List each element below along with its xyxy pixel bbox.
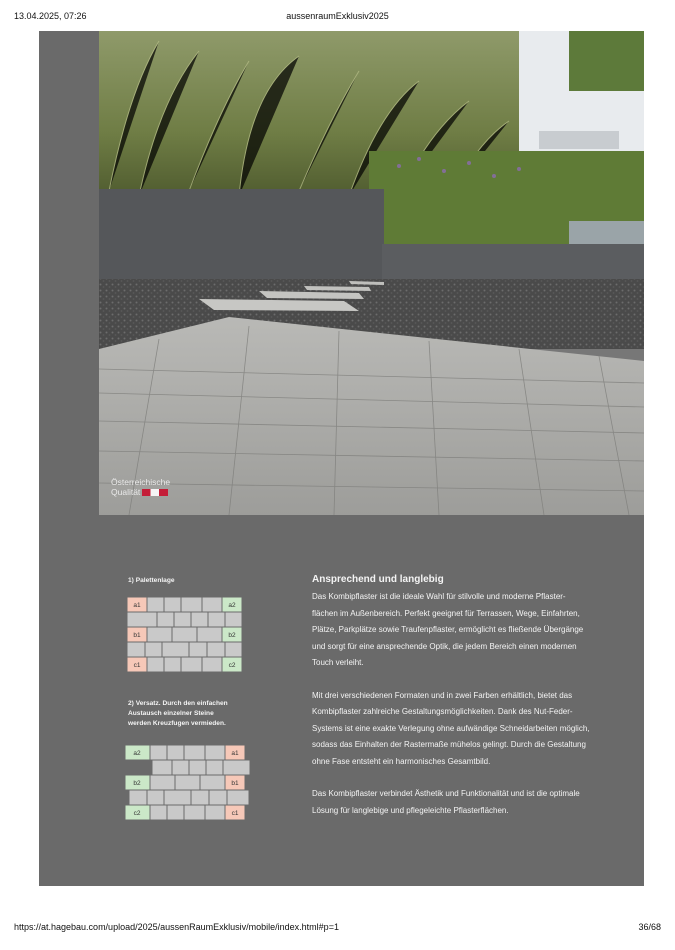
- label-b1: b1: [231, 780, 239, 787]
- label-c1: c1: [133, 662, 141, 669]
- brochure-page: [39, 31, 644, 886]
- print-date: 13.04.2025, 07:26: [14, 11, 87, 21]
- print-url: https://at.hagebau.com/upload/2025/aussenRaumExklusiv/mobile/index.html#p=1: [14, 922, 339, 932]
- badge-line-2: [111, 487, 170, 497]
- label-b2: b2: [228, 632, 236, 639]
- print-title: aussenraumExklusiv2025: [286, 11, 389, 21]
- diagram-2-grid: [125, 745, 252, 829]
- diagram-1-palette-layout: [127, 597, 252, 683]
- article-text: [312, 573, 632, 835]
- paragraph-1: [312, 589, 632, 672]
- print-footer: [0, 922, 675, 936]
- p2-line: Kombipflaster zahlreiche Gestaltungsmöglichkeiten. Dank des Nut-Feder-: [312, 707, 573, 716]
- paragraph-3: [312, 786, 632, 819]
- photo-illustration: [99, 31, 644, 515]
- label-b1: b1: [133, 632, 141, 639]
- diagram-2-caption-line-2: Austausch einzelner Steine: [128, 710, 214, 717]
- diagram-2-caption: [128, 699, 228, 729]
- label-c2: c2: [133, 810, 141, 817]
- label-a1: a1: [133, 602, 141, 609]
- quality-badge: [111, 477, 170, 497]
- p1-line: flächen im Außenbereich. Perfekt geeignet für Terrassen, Wege, Einfahrten,: [312, 608, 580, 618]
- label-b2: b2: [133, 780, 141, 787]
- diagram-1-grid: [127, 597, 252, 683]
- label-a2: a2: [133, 750, 141, 757]
- paragraph-2: [312, 688, 632, 771]
- garden-paving-photo: [99, 31, 644, 515]
- p2-line: Systems ist eine exakte Verlegung ohne aufwändige Schneidarbeiten möglich,: [312, 723, 590, 733]
- print-header: [0, 11, 675, 25]
- p2-line: sodass das Einhalten der Rastermaße mühelos gelingt. Durch die Gestaltung: [312, 740, 586, 749]
- label-c2: c2: [228, 662, 236, 669]
- label-a1: a1: [231, 750, 239, 757]
- label-c1: c1: [231, 810, 239, 817]
- badge-line-1: Österreichische: [111, 477, 171, 487]
- diagram-2-offset-layout: [125, 745, 252, 829]
- article-heading: Ansprechend und langlebig: [312, 574, 444, 585]
- p1-line: Das Kombipflaster ist die ideale Wahl für stilvolle und moderne Pflaster-: [312, 592, 566, 601]
- badge-line-2-text: Qualität: [111, 487, 141, 497]
- p1-line: und sorgt für eine ansprechende Optik, die jedem Bereich einen modernen: [312, 641, 577, 651]
- page-counter: 36/68: [638, 922, 661, 932]
- austria-flag-icon: [142, 489, 168, 496]
- p1-line: Plätze, Parkplätze sowie Traufenpflaster, ermöglicht es fließende Übergänge: [312, 625, 584, 634]
- p3-line: Das Kombipflaster verbindet Ästhetik und Funktionalität und ist die optimale: [312, 789, 580, 798]
- p3-line: Lösung für langlebige und pflegeleichte Pflasterflächen.: [312, 805, 509, 815]
- p2-line: ohne Fase entsteht ein harmonisches Gesamtbild.: [312, 756, 491, 766]
- diagram-2-caption-line-1: 2) Versatz. Durch den einfachen: [128, 700, 228, 707]
- p2-line: Mit drei verschiedenen Formaten und in zwei Farben erhältlich, bietet das: [312, 690, 573, 700]
- label-a2: a2: [228, 602, 236, 609]
- diagram-2-caption-line-3: werden Kreuzfugen vermieden.: [128, 720, 226, 727]
- diagram-1-caption: 1) Palettenlage: [128, 577, 175, 584]
- p1-line: Touch verleiht.: [312, 658, 364, 667]
